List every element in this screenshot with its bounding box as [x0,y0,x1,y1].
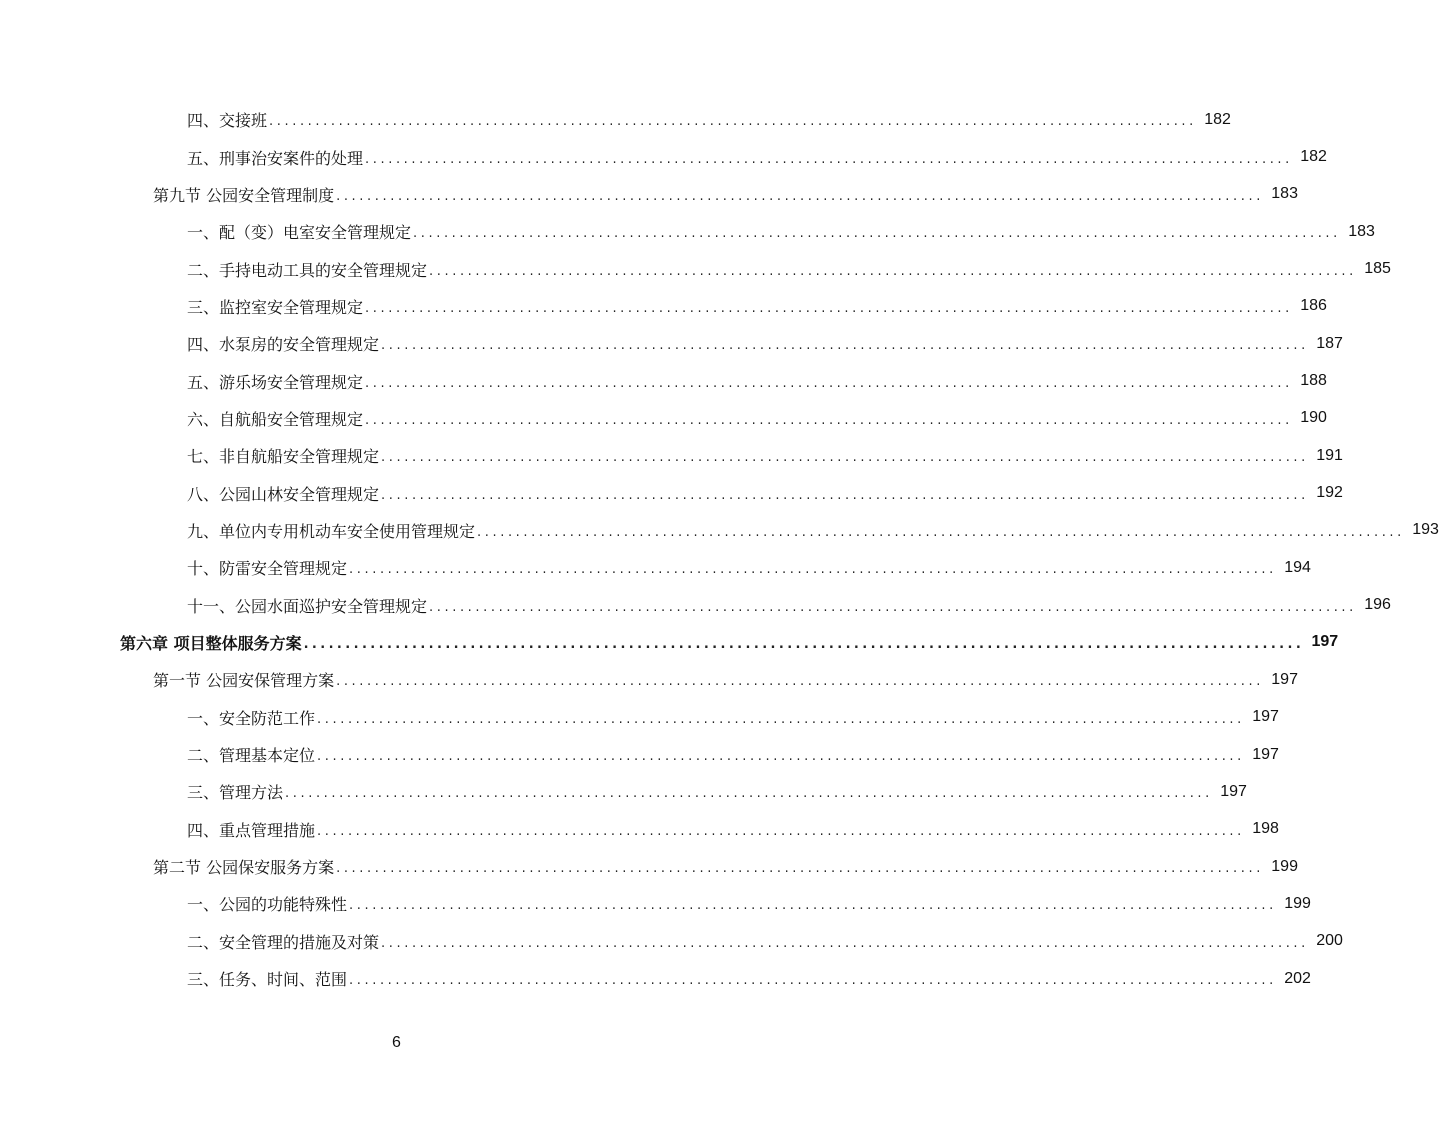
toc-dot-leader: ........................................................................................................................ [365,151,1293,167]
toc-entry-title: 二、安全管理的措施及对策 [187,932,380,952]
toc-entry-page: 191 [1316,446,1343,464]
toc-entry-page: 197 [1311,633,1339,651]
toc-dot-leader: ........................................................................................................................ [303,636,1305,652]
toc-entry-page: 196 [1364,596,1391,614]
toc-entry-title: 五、游乐场安全管理规定 [187,372,364,392]
toc-entry-page: 193 [1412,521,1439,539]
toc-entry-title: 七、非自航船安全管理规定 [187,447,380,467]
toc-entry-title: 六、自航船安全管理规定 [187,409,364,429]
toc-entry-title: 一、安全防范工作 [187,708,316,728]
toc-entry-item[interactable] [0,773,1247,810]
toc-entry-item[interactable] [0,885,1311,922]
toc-entry-item[interactable] [0,586,1391,623]
toc-entry-title: 四、重点管理措施 [187,820,316,840]
toc-dot-leader: ........................................................................................................................ [429,599,1357,615]
toc-entry-item[interactable] [0,213,1375,250]
toc-dot-leader: ........................................................................................................................ [336,861,1264,877]
toc-dot-leader: ........................................................................................................................ [349,562,1277,578]
toc-entry-item[interactable] [0,288,1327,325]
toc-entry-page: 194 [1284,558,1311,576]
toc-entry-title: 四、交接班 [187,111,268,131]
toc-entry-title: 一、公园的功能特殊性 [187,895,348,915]
toc-entry-title: 十、防雷安全管理规定 [187,559,348,579]
toc-dot-leader: ........................................................................................................................ [317,711,1245,727]
toc-entry-section[interactable] [0,848,1298,885]
toc-entry-title: 四、水泵房的安全管理规定 [187,335,380,355]
toc-entry-title: 第一节 公园安保管理方案 [153,671,335,691]
toc-dot-leader: ........................................................................................................................ [477,524,1405,540]
toc-entry-item[interactable] [0,362,1327,399]
toc-entry-title: 十一、公园水面巡护安全管理规定 [187,596,428,616]
toc-entry-item[interactable] [0,400,1327,437]
toc-dot-leader: ........................................................................................................................ [317,823,1245,839]
toc-entry-title: 第六章 项目整体服务方案 [120,633,302,653]
table-of-contents [0,101,1439,997]
toc-entry-item[interactable] [0,960,1311,997]
toc-dot-leader: ........................................................................................................................ [317,749,1245,765]
toc-entry-title: 二、管理基本定位 [187,746,316,766]
toc-entry-item[interactable] [0,250,1391,287]
toc-entry-page: 197 [1220,782,1247,800]
toc-entry-title: 三、管理方法 [187,783,284,803]
toc-entry-page: 197 [1271,670,1298,688]
toc-entry-item[interactable] [0,811,1279,848]
toc-dot-leader: ........................................................................................................................ [381,338,1309,354]
toc-dot-leader: ........................................................................................................................ [365,375,1293,391]
toc-entry-page: 198 [1252,820,1279,838]
toc-entry-title: 第二节 公园保安服务方案 [153,858,335,878]
toc-entry-title: 二、手持电动工具的安全管理规定 [187,260,428,280]
toc-dot-leader: ........................................................................................................................ [429,263,1357,279]
toc-entry-item[interactable] [0,549,1311,586]
toc-entry-item[interactable] [0,736,1279,773]
toc-entry-item[interactable] [0,923,1343,960]
toc-entry-page: 187 [1316,334,1343,352]
toc-entry-page: 199 [1271,857,1298,875]
toc-entry-title: 三、监控室安全管理规定 [187,297,364,317]
toc-entry-item[interactable] [0,474,1343,511]
toc-entry-page: 200 [1316,932,1343,950]
toc-entry-page: 197 [1252,745,1279,763]
toc-entry-section[interactable] [0,661,1298,698]
toc-dot-leader: ........................................................................................................................ [365,300,1293,316]
toc-dot-leader: ........................................................................................................................ [285,786,1213,802]
toc-entry-page: 190 [1300,409,1327,427]
toc-dot-leader: ........................................................................................................................ [336,188,1264,204]
toc-entry-title: 五、刑事治安案件的处理 [187,148,364,168]
toc-entry-item[interactable] [0,699,1279,736]
toc-entry-page: 183 [1271,185,1298,203]
toc-entry-page: 202 [1284,969,1311,987]
toc-dot-leader: ........................................................................................................................ [413,226,1341,242]
toc-entry-item[interactable] [0,101,1231,138]
toc-entry-item[interactable] [0,512,1439,549]
toc-entry-item[interactable] [0,325,1343,362]
toc-dot-leader: ........................................................................................................................ [336,674,1264,690]
toc-dot-leader: ........................................................................................................................ [349,973,1277,989]
toc-entry-page: 182 [1300,148,1327,166]
toc-dot-leader: ........................................................................................................................ [381,935,1309,951]
toc-dot-leader: ........................................................................................................................ [365,412,1293,428]
toc-dot-leader: ........................................................................................................................ [381,450,1309,466]
toc-entry-page: 185 [1364,260,1391,278]
toc-entry-title: 一、配（变）电室安全管理规定 [187,223,412,243]
toc-dot-leader: ........................................................................................................................ [349,898,1277,914]
toc-entry-title: 八、公园山林安全管理规定 [187,484,380,504]
toc-entry-item[interactable] [0,437,1343,474]
toc-entry-title: 九、单位内专用机动车安全使用管理规定 [187,521,476,541]
page-number: 6 [392,1034,401,1051]
toc-entry-title: 三、任务、时间、范围 [187,970,348,990]
toc-dot-leader: ........................................................................................................................ [269,114,1197,130]
toc-entry-page: 192 [1316,484,1343,502]
toc-dot-leader: ........................................................................................................................ [381,487,1309,503]
toc-entry-page: 188 [1300,372,1327,390]
toc-entry-title: 第九节 公园安全管理制度 [153,185,335,205]
toc-entry-page: 199 [1284,894,1311,912]
toc-entry-page: 182 [1204,110,1231,128]
toc-entry-page: 197 [1252,708,1279,726]
toc-entry-page: 183 [1348,222,1375,240]
toc-entry-section[interactable] [0,176,1298,213]
toc-entry-page: 186 [1300,297,1327,315]
toc-entry-item[interactable] [0,138,1327,175]
toc-entry-chapter[interactable] [0,624,1339,661]
